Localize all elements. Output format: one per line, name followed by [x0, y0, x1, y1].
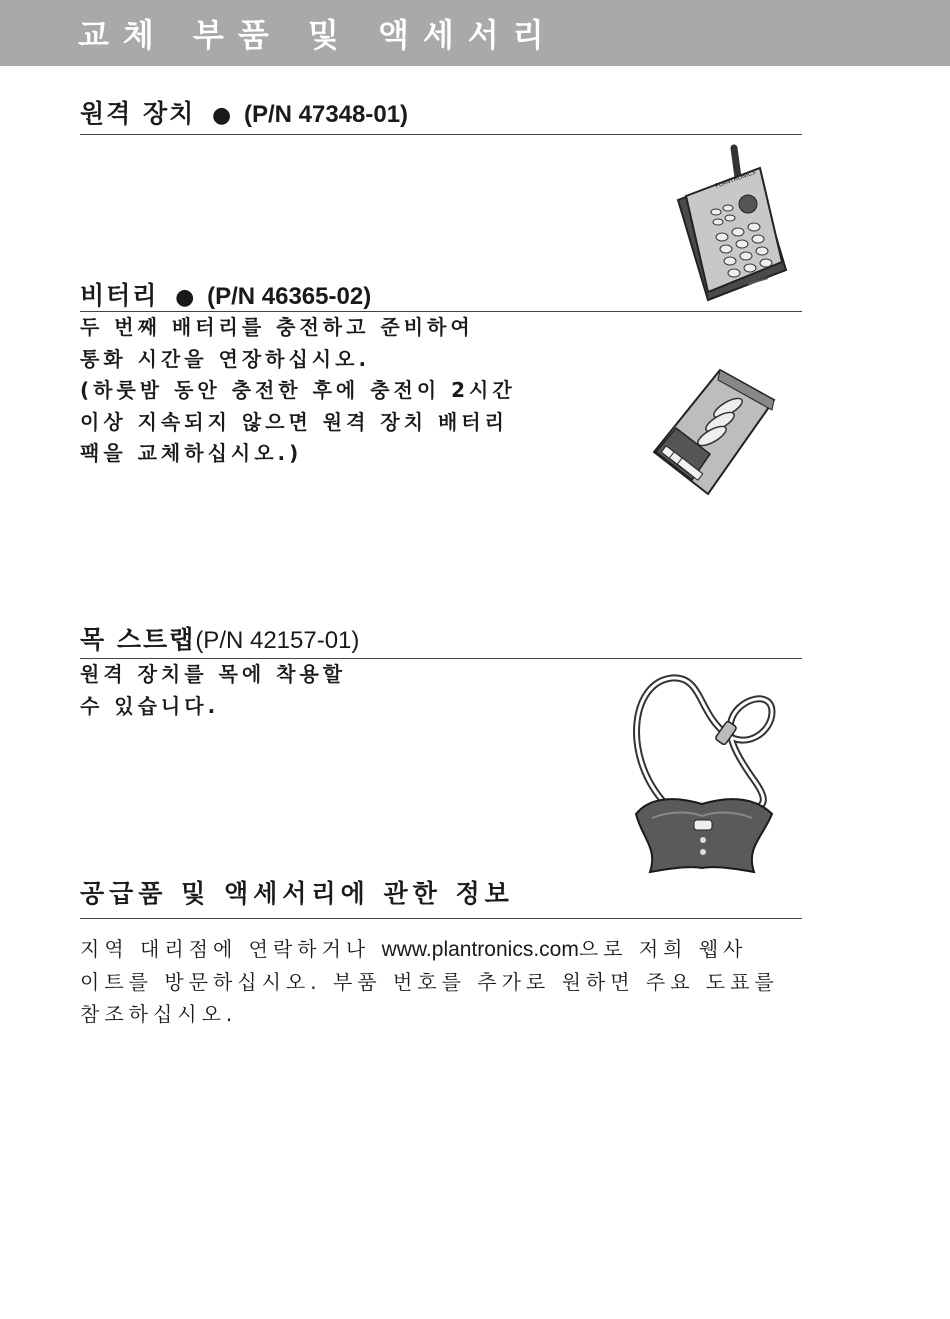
battery-charger-illustration	[648, 364, 778, 498]
text-line: 이트를 방문하십시오. 부품 번호를 추가로 원하면 주요 도표를	[80, 970, 779, 994]
header-bar	[0, 0, 950, 66]
remote-part-number: (P/N 47348-01)	[243, 101, 409, 128]
battery-title-text: 비터리	[80, 281, 159, 310]
text-segment: 으로 저희 웹사	[578, 937, 748, 961]
battery-section-title	[80, 276, 371, 312]
strap-description	[80, 659, 346, 722]
strap-part-number: (P/N 42157-01)	[195, 627, 360, 654]
text-segment: 지역 대리점에 연락하거나	[80, 937, 382, 961]
remote-title-text: 원격 장치	[80, 99, 196, 128]
page-title: 교체 부품 및 액세서리	[78, 16, 558, 54]
section-divider	[80, 134, 802, 135]
battery-part-number: (P/N 46365-02)	[207, 283, 372, 310]
info-title-text: 공급품 및 액세서리에 관한 정보	[80, 879, 514, 908]
battery-description	[80, 312, 516, 470]
section-divider	[80, 918, 802, 919]
text-line: (하룻밤 동안 충전한 후에 충전이 2시간	[80, 378, 516, 402]
remote-unit-illustration	[668, 142, 790, 304]
text-line: 원격 장치를 목에 착용할	[80, 662, 347, 686]
info-description	[80, 933, 779, 1030]
text-line: 통화 시간을 연장하십시오.	[80, 346, 371, 371]
website-link[interactable]: www.plantronics.com	[381, 938, 579, 961]
info-section-title	[80, 874, 514, 910]
text-line: 두 번째 배터리를 충전하고 준비하여	[80, 315, 474, 339]
strap-section-title	[80, 620, 359, 656]
device-brand-label: PLANTRONICS	[714, 168, 757, 190]
text-line	[80, 933, 779, 966]
strap-title-text: 목 스트랩	[80, 625, 196, 654]
neck-strap-illustration	[622, 672, 792, 877]
bullet-icon: ●	[175, 285, 197, 310]
text-line: 이상 지속되지 않으면 원격 장치 배터리	[80, 409, 508, 434]
remote-section-title	[80, 94, 408, 130]
text-line: 참조하십시오.	[80, 1002, 238, 1026]
text-line: 수 있습니다.	[80, 693, 220, 718]
text-line: 팩을 교체하십시오.)	[80, 441, 303, 465]
bullet-icon: ●	[212, 103, 234, 128]
